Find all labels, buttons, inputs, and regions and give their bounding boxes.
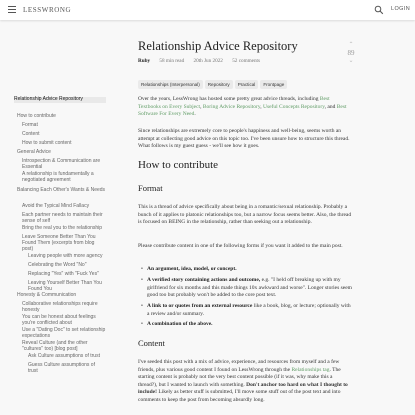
- toc-item[interactable]: Leaving Yourself Better Than You Found You: [28, 280, 102, 292]
- link-relationships-tag[interactable]: Relationships tag: [291, 366, 330, 373]
- toc-item[interactable]: Introspection & Communication are Essential: [22, 158, 101, 170]
- downvote-arrow-icon[interactable]: ⌄: [348, 58, 354, 64]
- link-boring-advice[interactable]: Boring Advice Repository: [202, 103, 261, 110]
- login-button[interactable]: LOGIN: [391, 6, 411, 12]
- post-author[interactable]: Ruby: [138, 58, 151, 64]
- content-text: . The starting content is probably not the very best content possible (if it was, why make this a thread?), but I wanted to launch with something.: [138, 366, 341, 388]
- vote-widget: [344, 42, 358, 65]
- heading-format: Format: [138, 183, 163, 193]
- toc-item[interactable]: How to submit content: [22, 140, 72, 146]
- toc-item[interactable]: Bring the real you to the relationship: [22, 225, 103, 231]
- toc-item[interactable]: Guess Culture assumptions of trust: [28, 362, 95, 374]
- toc-item[interactable]: Leaving people with more agency: [28, 253, 103, 259]
- list-item: • A verified story containing actions and outcome, e.g. "I held off breaking up with my girlfriend for six months and this made things 10x awkward and worse". Longer stories seem good too but probably won't be added to the core post text.: [141, 277, 352, 299]
- toc-item[interactable]: Celebrating the Word "No": [28, 262, 87, 268]
- intro-text: ,: [200, 103, 203, 110]
- tag-chip[interactable]: Repository: [205, 80, 233, 89]
- link-useful-concepts[interactable]: Useful Concepts Repository: [262, 103, 325, 110]
- tag-chip[interactable]: Relationships (Interpersonal): [138, 80, 203, 89]
- link-best-software[interactable]: Best Software For Every Need: [138, 103, 347, 118]
- toc-item[interactable]: Format: [22, 122, 38, 128]
- intro-text: .: [194, 111, 196, 118]
- comments-count[interactable]: 52 comments: [232, 58, 261, 64]
- hamburger-menu-icon[interactable]: [8, 6, 16, 13]
- upvote-arrow-icon[interactable]: ⌃: [348, 42, 354, 48]
- toc-item[interactable]: Use a "Dating Doc" to set relationship expectations: [22, 327, 106, 339]
- intro-paragraph-2: Since relationships are extremely core to people's happiness and well-being, seems worth an attempt at collecting good advice on this topic too. I've been unsure how to structure this thread. What follows is my guest guess - we'll see how it goes.: [138, 128, 350, 150]
- toc-item[interactable]: Honesty & Communication: [17, 292, 77, 298]
- karma-score: 89: [347, 49, 355, 57]
- list-item: • A combination of the above.: [141, 321, 213, 327]
- toc-item[interactable]: Leave Someone Better Than You Found Them (excerpts from blog post): [22, 234, 96, 252]
- toc-item[interactable]: You can be honest about feelings you're conflicted about: [22, 314, 96, 326]
- toc-item[interactable]: General Advice: [17, 149, 51, 155]
- intro-text: Over the years, LessWrong has hosted some pretty great advice threads, including: [138, 96, 320, 102]
- read-time: 58 min read: [159, 58, 185, 64]
- intro-text: ,: [260, 103, 263, 110]
- content-bold-text: Don't anchor too hard on what I thought to include!: [138, 381, 348, 396]
- toc-item[interactable]: How to contribute: [17, 113, 56, 119]
- toc-item[interactable]: Content: [22, 131, 40, 137]
- list-item: • An argument, idea, model, or concept.: [141, 266, 237, 272]
- post-date: 20th Jun 2022: [193, 58, 223, 64]
- contribute-paragraph: Please contribute content in one of the following forms if you want it added to the main post.: [138, 243, 343, 249]
- heading-content: Content: [138, 338, 165, 348]
- content-paragraph: [138, 359, 353, 405]
- site-logo[interactable]: LESSWRONG: [23, 6, 72, 14]
- toc-item[interactable]: Balancing Each Other's Wants & Needs: [17, 187, 106, 193]
- list-item: • A link to or quotes from an external resource like a book, blog, or lecture; optionally with a review and/or summary.: [141, 303, 351, 317]
- toc-item[interactable]: A relationship is fundamentally a negotiated agreement: [22, 171, 94, 183]
- content-text: I've seeded this post with a mix of advice, experience, and resources from myself and a few friends, plus various good content I found on LessWrong through the: [138, 359, 340, 373]
- heading-how-to-contribute: How to contribute: [138, 159, 219, 171]
- search-icon[interactable]: [374, 5, 384, 15]
- toc-item[interactable]: Reveal Culture (and the other "cultures" too) [blog post]: [22, 340, 88, 352]
- tag-chip[interactable]: Frontpage: [260, 80, 287, 89]
- intro-paragraph: [138, 96, 353, 119]
- tag-list: [138, 73, 289, 91]
- content-text: Likely as better stuff is submitted, I'll move some stuff out of the post text and into comments to keep the post from becoming absurdly long.: [138, 389, 341, 403]
- link-best-textbooks[interactable]: Best Textbooks on Every Subject: [138, 96, 330, 110]
- format-paragraph: This is a thread of advice specifically about being in a romantic/sexual relationship. Probably a bunch of it applies to platonic relationships too, but a narrow focus seems better. Also, the thread is focused on BEING in the relationship, rather than seeking out a relationship.: [138, 204, 352, 226]
- toc-item[interactable]: Relationship Advice Repository: [14, 97, 106, 103]
- top-bar: [0, 0, 415, 20]
- post-title: Relationship Advice Repository: [138, 39, 298, 53]
- toc-item[interactable]: Avoid the Typical Mind Fallacy: [22, 203, 90, 209]
- toc-item[interactable]: Each partner needs to maintain their sense of self: [22, 212, 103, 224]
- toc-item[interactable]: Ask Culture assumptions of trust: [28, 353, 100, 359]
- intro-text: , and: [324, 103, 337, 110]
- post-meta: [138, 58, 268, 64]
- toc-item[interactable]: Collaborative relationships require honesty: [22, 301, 98, 313]
- tag-chip[interactable]: Practical: [235, 80, 259, 89]
- toc-item[interactable]: Replacing "Yes" with "Fuck Yes": [28, 271, 99, 277]
